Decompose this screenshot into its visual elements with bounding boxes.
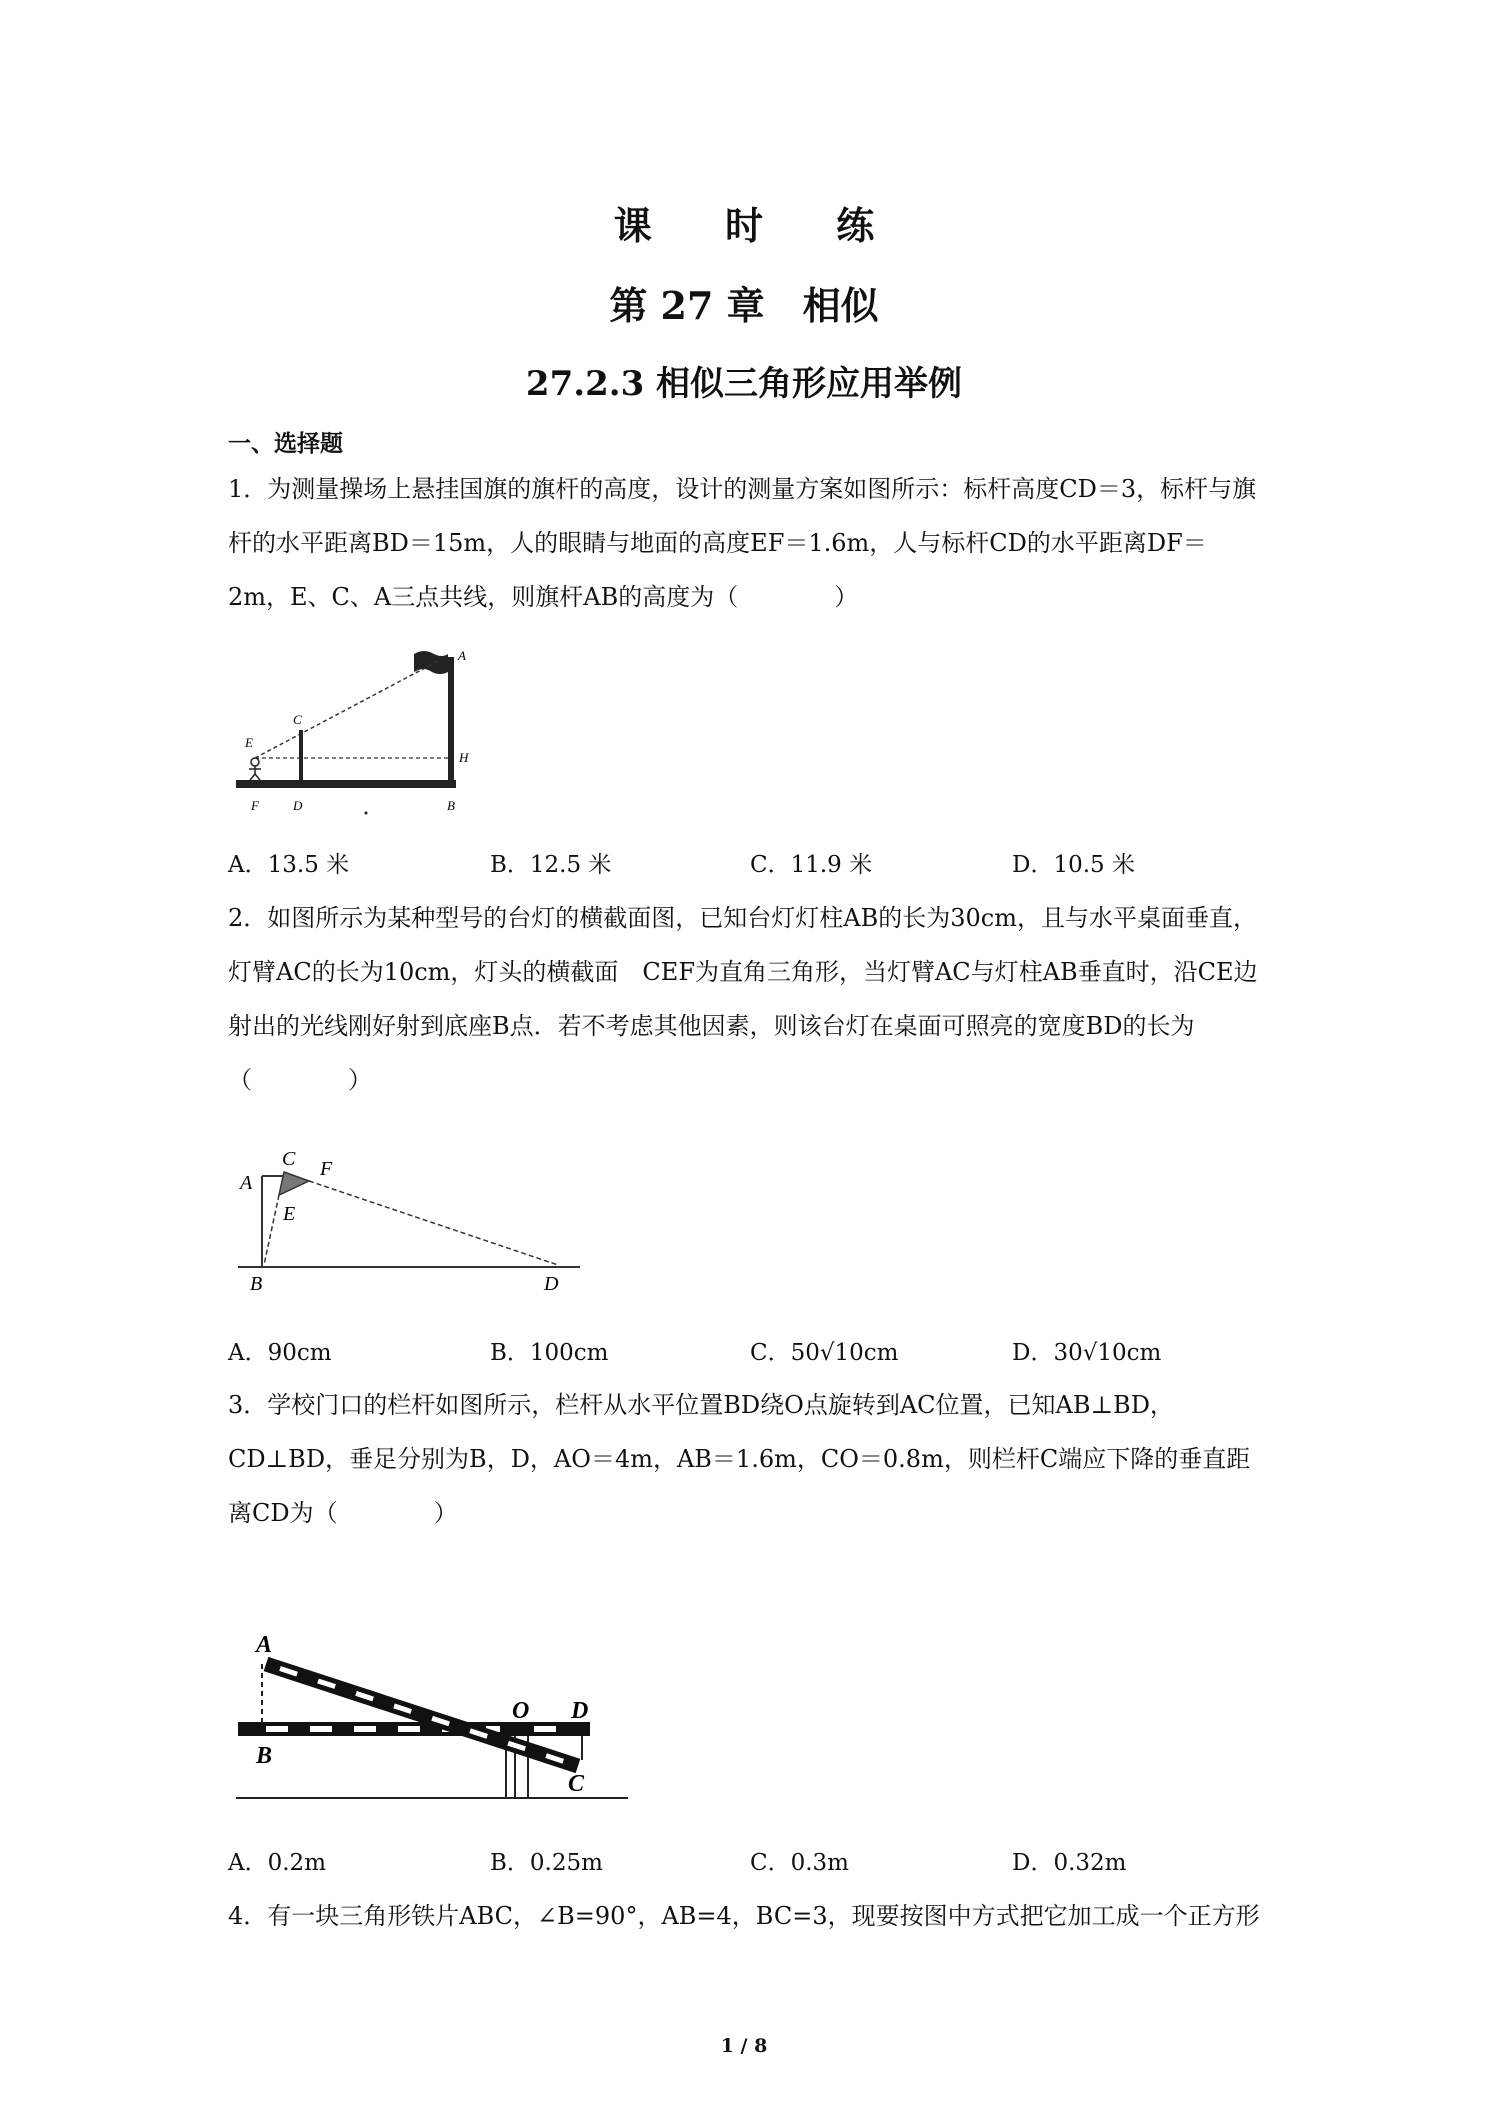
svg-text:B: B [256,1743,273,1769]
section-title: 27.2.3 相似三角形应用举例 [525,364,963,404]
svg-text:F: F [320,1158,333,1180]
question-2-text: 2．如图所示为某种型号的台灯的横截面图，已知台灯灯柱AB的长为30cm，且与水平桌面垂直，灯臂AC的长为10cm，灯头的横截面 CEF为直角三角形，当灯臂AC与灯柱AB垂直时，沿CE边射出的光线刚好射到底座B点．若不考虑其他因素，则该台灯在桌面可照亮的宽度BD的长为（ ） [228,904,1258,1094]
option-d[interactable]: D．0.32m [1012,1850,1127,1876]
question-4-text: 4．有一块三角形铁片ABC，∠B=90°，AB=4，BC=3，现要按图中方式把它加工成一个正方形 [228,1902,1260,1930]
svg-text:F: F [251,798,259,813]
marker-pole [299,730,303,782]
question-1-text: 1．为测量操场上悬挂国旗的旗杆的高度，设计的测量方案如图所示：标杆高度CD＝3，标杆与旗杆的水平距离BD＝15m，人的眼睛与地面的高度EF＝1.6m，人与标杆CD的水平距离DF＝2m，E、C、A三点共线，则旗杆AB的高度为（ ） [228,475,1257,611]
section-label: 一、选择题 [228,430,343,457]
svg-text:E: E [283,1203,296,1225]
page-number: 1 / 8 [720,2035,768,2057]
svg-text:B: B [250,1273,263,1295]
svg-text:C: C [293,712,302,727]
svg-text:O: O [512,1698,530,1724]
option-b[interactable]: B．12.5 米 [490,852,612,878]
flagpole [448,657,454,782]
question-2-figure [228,1145,608,1295]
option-b[interactable]: B．0.25m [490,1850,603,1876]
option-a[interactable]: A．90cm [228,1340,332,1366]
svg-text:H: H [459,750,469,765]
svg-text:D: D [571,1698,589,1724]
light-ray-fd [309,1181,558,1265]
page-title: 课 时 练 [613,203,905,248]
svg-text:A: A [256,1632,273,1658]
svg-text:D: D [544,1273,559,1295]
option-a[interactable]: A．0.2m [228,1850,326,1876]
option-a[interactable]: A．13.5 米 [228,852,350,878]
svg-text:C: C [568,1771,585,1797]
svg-text:C: C [282,1148,296,1170]
question-3-text: 3．学校门口的栏杆如图所示，栏杆从水平位置BD绕O点旋转到AC位置，已知AB⊥BD，CD⊥BD，垂足分别为B，D，AO＝4m，AB＝1.6m，CO＝0.8m，则栏杆C端应下降的垂直距离CD为（ ） [228,1391,1251,1527]
svg-text:A: A [240,1172,253,1194]
option-d[interactable]: D．10.5 米 [1012,852,1135,878]
chapter-title: 第 27 章 相似 [609,283,879,328]
ground-line [236,780,456,788]
svg-text:B: B [447,798,455,813]
question-1-figure [228,640,498,815]
option-c[interactable]: C．0.3m [750,1850,849,1876]
person-head [251,758,259,766]
svg-text:E: E [245,735,253,750]
option-b[interactable]: B．100cm [490,1340,609,1366]
rotated-bar [266,1664,578,1766]
question-3-figure [228,1560,638,1820]
svg-text:D: D [293,798,303,813]
option-c[interactable]: C．50√10cm [750,1340,899,1366]
light-ray-ce [264,1195,279,1265]
svg-text:A: A [458,648,466,663]
option-d[interactable]: D．30√10cm [1012,1340,1162,1366]
sight-line [255,660,440,758]
lamp-head [279,1172,309,1195]
option-c[interactable]: C．11.9 米 [750,852,873,878]
